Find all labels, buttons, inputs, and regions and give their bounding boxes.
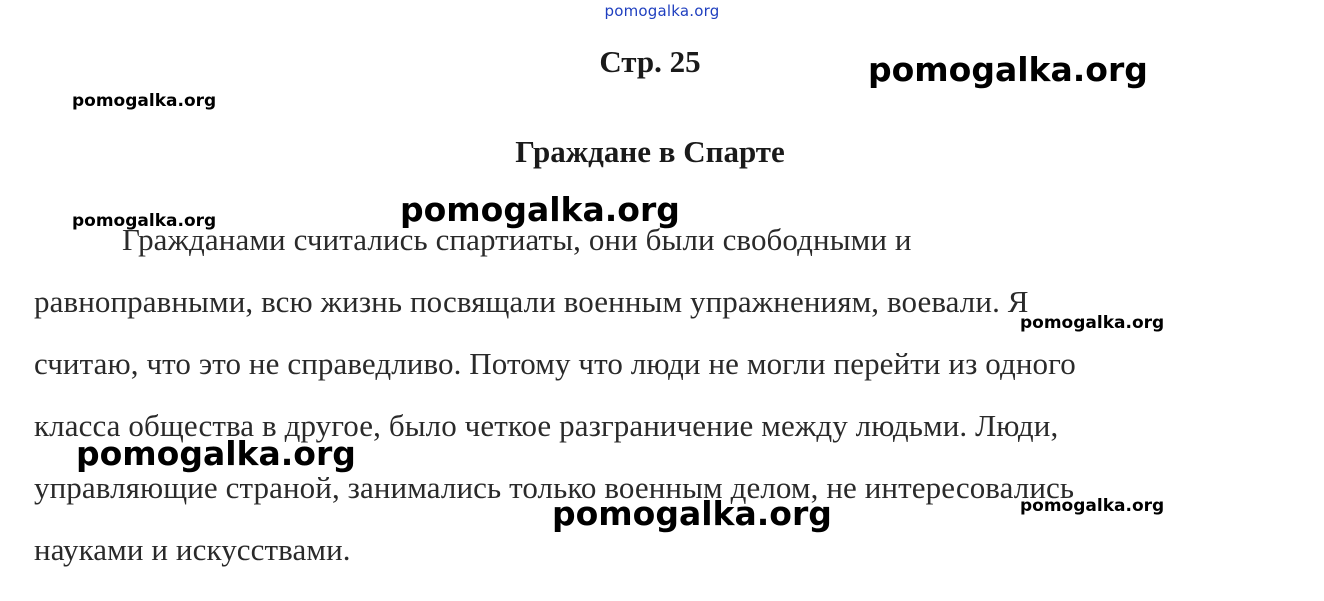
body-text-line: считаю, что это не справедливо. Потому что люди не могли перейти из одного xyxy=(34,346,1076,381)
body-text-line: науками и искусствами. xyxy=(34,532,351,567)
body-text-line: управляющие страной, занимались только военным делом, не интересовались xyxy=(34,470,1075,505)
watermark: pomogalka.org xyxy=(1020,313,1165,333)
body-text-line: Гражданами считались спартиаты, они были свободными и xyxy=(122,222,912,257)
page-number: Стр. 25 xyxy=(599,44,701,79)
watermark: pomogalka.org xyxy=(72,211,217,231)
watermark: pomogalka.org xyxy=(868,50,1148,89)
watermark: pomogalka.org xyxy=(1020,496,1165,516)
watermark: pomogalka.org xyxy=(76,434,356,473)
body-text-line: класса общества в другое, было четкое разграничение между людьми. Люди, xyxy=(34,408,1059,443)
body-text-line: равноправными, всю жизнь посвящали военным упражнениям, воевали. Я xyxy=(34,284,1029,319)
watermark: pomogalka.org xyxy=(72,91,217,111)
watermark: pomogalka.org xyxy=(400,190,680,229)
document-title: Граждане в Спарте xyxy=(515,134,785,169)
watermark: pomogalka.org xyxy=(552,494,832,533)
header-site-link[interactable]: pomogalka.org xyxy=(604,2,720,20)
